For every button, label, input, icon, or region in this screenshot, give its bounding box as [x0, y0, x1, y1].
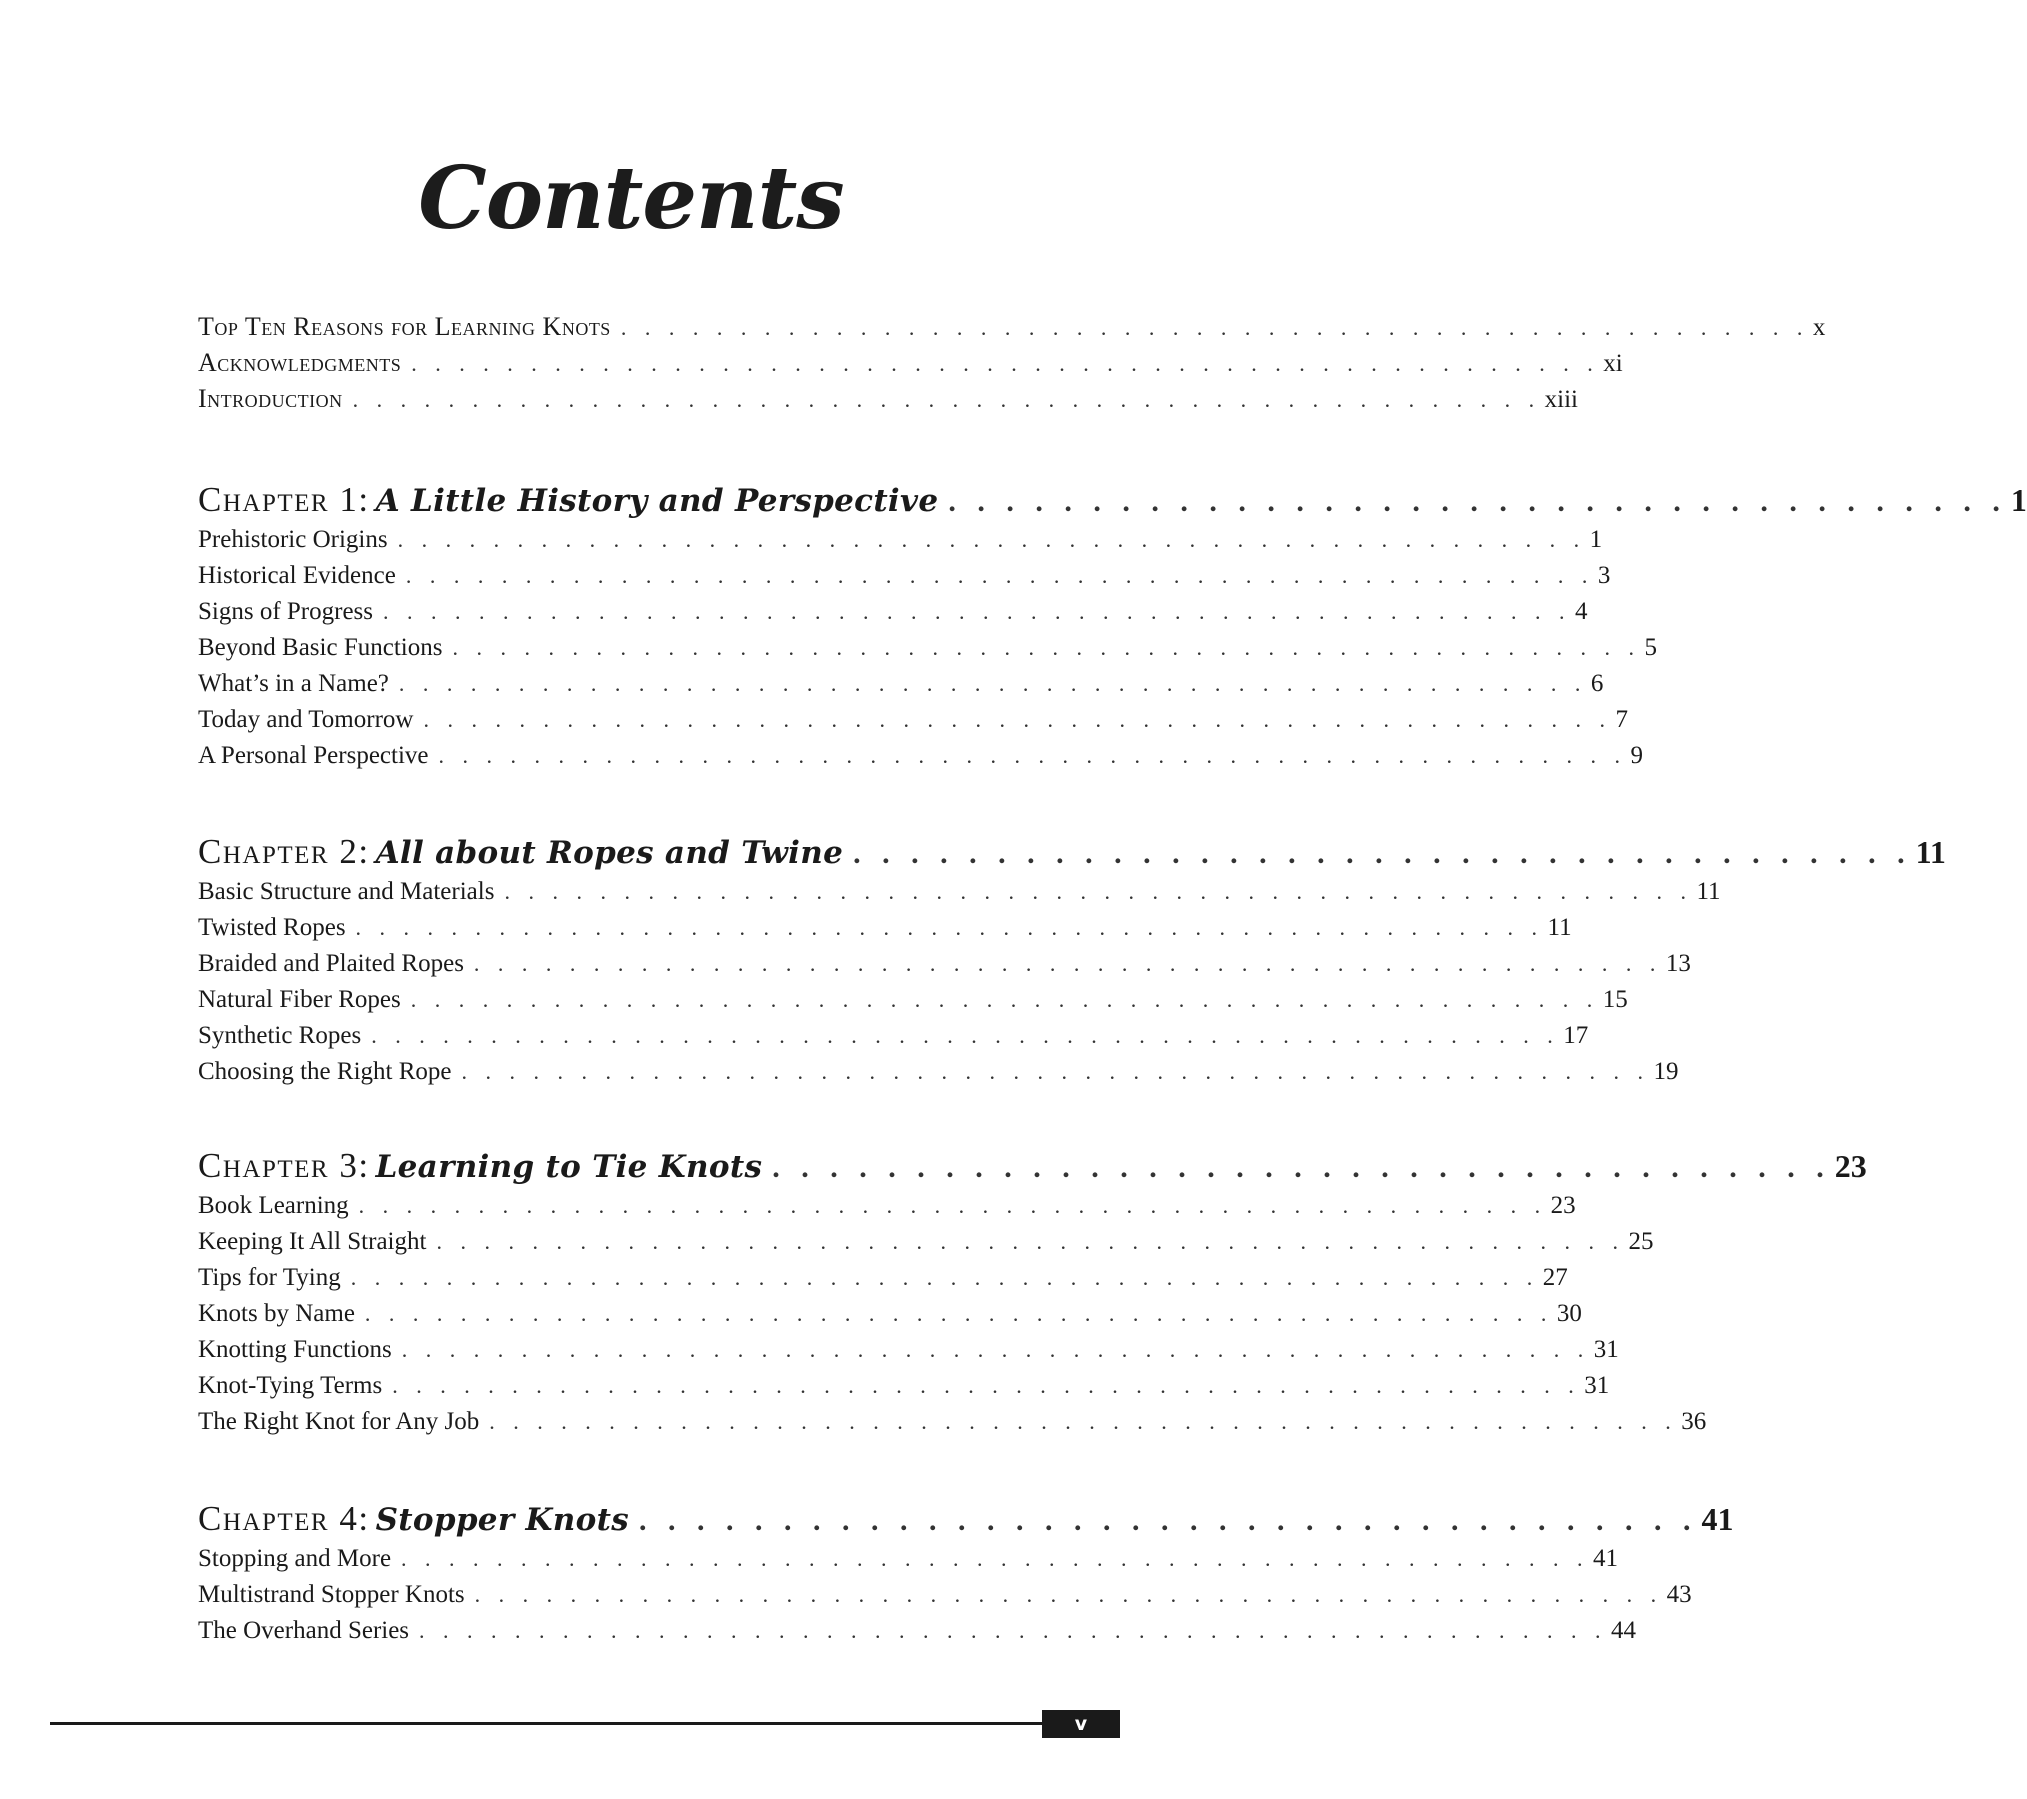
chapter-label: Chapter 3: — [198, 1146, 370, 1185]
toc-section[interactable] — [198, 1545, 1619, 1573]
chapter-label: Chapter 2: — [198, 832, 370, 871]
dot-leader: . . . . . . . . . . . . . . . . . . . . . . . . . . . . . . . . . . . . . . . . . . . . . . . . . . — [461, 1059, 1650, 1084]
toc-section[interactable] — [198, 1336, 1619, 1364]
dot-leader: . . . . . . . . . . . . . . . . . . . . . . . . . . . . . . . . . . . . . . . . . . . . . . . . . . — [410, 987, 1599, 1012]
section-label: Knots by Name — [198, 1300, 355, 1327]
toc-section[interactable] — [198, 1300, 1582, 1328]
toc-section[interactable] — [198, 1192, 1576, 1220]
toc-section[interactable] — [198, 1581, 1692, 1609]
toc-section[interactable] — [198, 1058, 1679, 1086]
toc-entry-label: Introduction — [198, 384, 343, 413]
dot-leader: . . . . . . . . . . . . . . . . . . . . . . . . . . . . . . . . . . . . . . . . . . . . . . . . . . — [371, 1023, 1560, 1048]
dot-leader: . . . . . . . . . . . . . . . . . . . . . . . . . . . . . . . . . . . . . — [638, 1504, 1698, 1537]
toc-entry-label: Acknowledgments — [198, 348, 402, 377]
toc-section[interactable] — [198, 634, 1657, 662]
toc-section[interactable] — [198, 742, 1644, 770]
toc-entry-introduction[interactable] — [198, 384, 1578, 414]
chapter-page: 1 — [2010, 482, 2027, 518]
section-label: What’s in a Name? — [198, 670, 389, 697]
section-page: 11 — [1696, 878, 1721, 905]
section-page: 19 — [1653, 1058, 1679, 1085]
section-label: Historical Evidence — [198, 562, 396, 589]
section-page: 7 — [1615, 706, 1628, 733]
toc-section[interactable] — [198, 706, 1628, 734]
section-label: Beyond Basic Functions — [198, 634, 443, 661]
dot-leader: . . . . . . . . . . . . . . . . . . . . . . . . . . . . . . . . . . . . . — [853, 837, 1912, 870]
section-page: 13 — [1665, 950, 1691, 977]
dot-leader: . . . . . . . . . . . . . . . . . . . . . . . . . . . . . . . . . . . . . . . . . . . . . . . . . . — [358, 1193, 1547, 1218]
toc-entry-page: x — [1812, 314, 1826, 341]
toc-section[interactable] — [198, 526, 1603, 554]
toc-chapter-1[interactable] — [198, 480, 2027, 520]
section-page: 23 — [1550, 1192, 1576, 1219]
section-page: 27 — [1542, 1264, 1568, 1291]
section-page: 11 — [1547, 914, 1572, 941]
toc-section[interactable] — [198, 878, 1721, 906]
section-label: Today and Tomorrow — [198, 706, 414, 733]
dot-leader: . . . . . . . . . . . . . . . . . . . . . . . . . . . . . . . . . . . . . . . . . . . . . . . . . . — [489, 1409, 1678, 1434]
toc-section[interactable] — [198, 562, 1611, 590]
dot-leader: . . . . . . . . . . . . . . . . . . . . . . . . . . . . . . . . . . . . . . . . . . . . . . . . . . — [436, 1229, 1625, 1254]
dot-leader: . . . . . . . . . . . . . . . . . . . . . . . . . . . . . . . . . . . . . . . . . . . . . . . . . . — [397, 527, 1586, 552]
dot-leader: . . . . . . . . . . . . . . . . . . . . . . . . . . . . . . . . . . . . . . . . . . . . . . . . . . — [452, 635, 1641, 660]
chapter-page: 41 — [1701, 1501, 1734, 1537]
dot-leader: . . . . . . . . . . . . . . . . . . . . . . . . . . . . . . . . . . . . . . . . . . . . . . . . . . — [401, 1546, 1590, 1571]
chapter-title: All about Ropes and Twine — [375, 835, 844, 871]
dot-leader: . . . . . . . . . . . . . . . . . . . . . . . . . . . . . . . . . . . . . . . . . . . . . . . . . . — [352, 387, 1541, 412]
section-label: Twisted Ropes — [198, 914, 346, 941]
toc-chapter-4[interactable] — [198, 1499, 1734, 1539]
toc-section[interactable] — [198, 986, 1628, 1014]
section-label: Keeping It All Straight — [198, 1228, 427, 1255]
toc-section[interactable] — [198, 670, 1604, 698]
section-label: A Personal Perspective — [198, 742, 429, 769]
chapter-title: A Little History and Perspective — [375, 483, 939, 519]
toc-section[interactable] — [198, 1264, 1568, 1292]
page-number: v — [1074, 1713, 1088, 1735]
section-page: 44 — [1611, 1617, 1637, 1644]
dot-leader: . . . . . . . . . . . . . . . . . . . . . . . . . . . . . . . . . . . . . — [948, 485, 2007, 518]
section-page: 31 — [1593, 1336, 1619, 1363]
footer-rule — [50, 1722, 1120, 1725]
chapter-label: Chapter 1: — [198, 480, 370, 519]
dot-leader: . . . . . . . . . . . . . . . . . . . . . . . . . . . . . . . . . . . . . . . . . . . . . . . . . . — [620, 315, 1809, 340]
chapter-page: 23 — [1834, 1148, 1867, 1184]
dot-leader: . . . . . . . . . . . . . . . . . . . . . . . . . . . . . . . . . . . . . . . . . . . . . . . . . . — [383, 599, 1572, 624]
section-page: 30 — [1556, 1300, 1582, 1327]
dot-leader: . . . . . . . . . . . . . . . . . . . . . . . . . . . . . . . . . . . . . — [772, 1151, 1831, 1184]
dot-leader: . . . . . . . . . . . . . . . . . . . . . . . . . . . . . . . . . . . . . . . . . . . . . . . . . . — [401, 1337, 1590, 1362]
section-page: 17 — [1563, 1022, 1589, 1049]
chapter-title: Learning to Tie Knots — [375, 1149, 763, 1185]
section-page: 43 — [1666, 1581, 1692, 1608]
toc-section[interactable] — [198, 1617, 1637, 1645]
section-page: 6 — [1590, 670, 1604, 697]
dot-leader: . . . . . . . . . . . . . . . . . . . . . . . . . . . . . . . . . . . . . . . . . . . . . . . . . . — [364, 1301, 1553, 1326]
toc-section[interactable] — [198, 1022, 1589, 1050]
toc-section[interactable] — [198, 914, 1572, 942]
section-page: 25 — [1628, 1228, 1654, 1255]
section-label: Knot-Tying Terms — [198, 1372, 383, 1399]
dot-leader: . . . . . . . . . . . . . . . . . . . . . . . . . . . . . . . . . . . . . . . . . . . . . . . . . . — [411, 351, 1600, 376]
chapter-title: Stopper Knots — [375, 1502, 629, 1538]
section-label: Basic Structure and Materials — [198, 878, 495, 905]
section-label: The Overhand Series — [198, 1617, 410, 1644]
section-label: Natural Fiber Ropes — [198, 986, 401, 1013]
chapter-label: Chapter 4: — [198, 1499, 370, 1538]
dot-leader: . . . . . . . . . . . . . . . . . . . . . . . . . . . . . . . . . . . . . . . . . . . . . . . . . . — [504, 879, 1693, 904]
section-page: 9 — [1630, 742, 1644, 769]
section-label: The Right Knot for Any Job — [198, 1408, 480, 1435]
toc-section[interactable] — [198, 950, 1691, 978]
section-label: Knotting Functions — [198, 1336, 392, 1363]
section-label: Book Learning — [198, 1192, 349, 1219]
section-label: Prehistoric Origins — [198, 526, 388, 553]
dot-leader: . . . . . . . . . . . . . . . . . . . . . . . . . . . . . . . . . . . . . . . . . . . . . . . . . . — [355, 915, 1544, 940]
chapter-page: 11 — [1915, 834, 1946, 870]
toc-chapter-2[interactable] — [198, 832, 1946, 872]
section-page: 5 — [1644, 634, 1657, 661]
section-page: 15 — [1602, 986, 1628, 1013]
section-label: Multistrand Stopper Knots — [198, 1581, 465, 1608]
section-label: Stopping and More — [198, 1545, 392, 1572]
section-page: 31 — [1584, 1372, 1610, 1399]
toc-chapter-3[interactable] — [198, 1146, 1867, 1186]
section-page: 36 — [1681, 1408, 1707, 1435]
section-page: 41 — [1593, 1545, 1619, 1572]
section-label: Choosing the Right Rope — [198, 1058, 452, 1085]
section-page: 1 — [1589, 526, 1603, 553]
dot-leader: . . . . . . . . . . . . . . . . . . . . . . . . . . . . . . . . . . . . . . . . . . . . . . . . . . — [398, 671, 1587, 696]
toc-entry-page: xiii — [1544, 386, 1578, 413]
section-label: Synthetic Ropes — [198, 1022, 362, 1049]
section-label: Signs of Progress — [198, 598, 374, 625]
toc-section[interactable] — [198, 1228, 1654, 1256]
page-title: Contents — [418, 148, 844, 249]
dot-leader: . . . . . . . . . . . . . . . . . . . . . . . . . . . . . . . . . . . . . . . . . . . . . . . . . . — [350, 1265, 1539, 1290]
section-label: Braided and Plaited Ropes — [198, 950, 464, 977]
toc-section[interactable] — [198, 598, 1588, 626]
dot-leader: . . . . . . . . . . . . . . . . . . . . . . . . . . . . . . . . . . . . . . . . . . . . . . . . . . — [423, 707, 1612, 732]
dot-leader: . . . . . . . . . . . . . . . . . . . . . . . . . . . . . . . . . . . . . . . . . . . . . . . . . . — [438, 743, 1627, 768]
dot-leader: . . . . . . . . . . . . . . . . . . . . . . . . . . . . . . . . . . . . . . . . . . . . . . . . . . — [405, 563, 1594, 588]
dot-leader: . . . . . . . . . . . . . . . . . . . . . . . . . . . . . . . . . . . . . . . . . . . . . . . . . . — [473, 951, 1662, 976]
section-label: Tips for Tying — [198, 1264, 341, 1291]
toc-section[interactable] — [198, 1372, 1610, 1400]
toc-section[interactable] — [198, 1408, 1707, 1436]
section-page: 4 — [1575, 598, 1588, 625]
dot-leader: . . . . . . . . . . . . . . . . . . . . . . . . . . . . . . . . . . . . . . . . . . . . . . . . . . — [474, 1582, 1663, 1607]
dot-leader: . . . . . . . . . . . . . . . . . . . . . . . . . . . . . . . . . . . . . . . . . . . . . . . . . . — [392, 1373, 1581, 1398]
toc-entry-page: xi — [1603, 350, 1623, 377]
dot-leader: . . . . . . . . . . . . . . . . . . . . . . . . . . . . . . . . . . . . . . . . . . . . . . . . . . — [419, 1618, 1608, 1643]
section-page: 3 — [1597, 562, 1611, 589]
toc-entry-label: Top Ten Reasons for Learning Knots — [198, 312, 611, 341]
toc-entry-top-ten-reasons[interactable] — [198, 312, 1826, 342]
toc-entry-acknowledgments[interactable] — [198, 348, 1623, 378]
folio-box — [1042, 1710, 1120, 1738]
